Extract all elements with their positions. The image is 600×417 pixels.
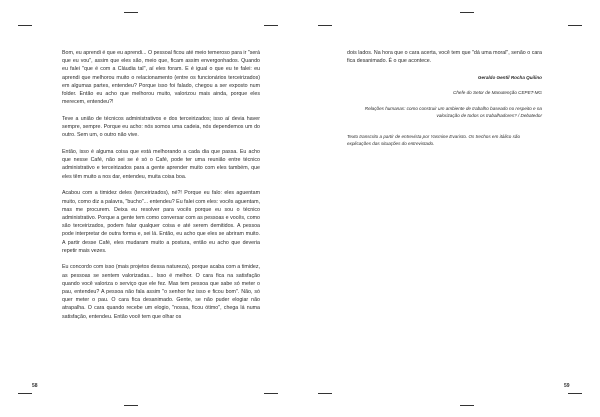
paragraph: Eu concordo com isso (mais projetos dessa natureza), porque acaba com a timidez, as pessoas se sentem valorizadas... Isso é melhor. O cara fica na satisfação quando você valoriza o serviço que ele fez. Mas tem pessoa que sabe só meter o pau, entendeu? A pessoa não fala assim "o senhor fez isso e ficou bom". Não, só quer meter o pau. O cara fica desanimado. Gente, se não puder elogiar não atrapalha. O cara quando recebe um elogio, "nossa, ficou ótimo", chega lá numa satisfação, entendeu. Então você tem que olhar os	[62, 264, 260, 320]
crop-mark	[264, 25, 278, 26]
left-text-column	[62, 49, 260, 329]
crop-mark	[568, 393, 582, 394]
signature-name: Geraldo Gentil Rocha Quilino	[477, 74, 542, 80]
paragraph: Então, isso é alguma coisa que está melhorando a cada dia que passa. Eu acho que nesse Café, não sei se é só o Café, pode ter uma reunião entre técnico administrativo e terceirizados para a gente aprender muito com eles também, que eles têm muito a nos dar, entendeu, muita coisa boa.	[62, 149, 260, 180]
crop-mark	[264, 393, 278, 394]
right-text-column	[347, 49, 542, 147]
paragraph: Teve a união de técnicos administrativos e dos terceirizados; isso aí devia haver sempre, sempre. Porque eu acho: nós somos uma cadeia, nós dependemos um do outro. Sem um, o outro não vive.	[62, 115, 260, 139]
crop-mark	[318, 25, 332, 26]
paragraph: Bom, eu aprendi é que eu aprendi... O pessoal ficou até meio temeroso para ir "será que eu vou", assim que eles são, meio que, ficam assim envergonhados. Quando eu falei "que é com a Cláudia tal", aí eles foram. E é igual o que eu te falei: eu aprendi que melhorou muito o relacionamento (entre os funcionários terceirizados) em algumas partes, entendeu? Porque isso foi falado, chegou a ser exposto num folder. Então eu acho que melhorou muito, valorizou mais ainda, porque eles merecem, entendeu?!	[62, 50, 260, 106]
transcription-note: Texto transcrito a partir de entrevista por Yasmine Evaristo. Os trechos em itálico são explicações das situações do entrevistado.	[347, 133, 521, 146]
crop-mark	[460, 405, 474, 406]
paragraph: dois lados. Na hora que o cara acerta, você tem que "dá uma moral", senão o cara fica desanimado. É o que acontece.	[347, 50, 542, 65]
page-number: 59	[564, 383, 570, 389]
crop-mark	[18, 393, 32, 394]
crop-mark	[124, 405, 138, 406]
crop-mark	[124, 12, 138, 13]
crop-mark	[18, 25, 32, 26]
crop-mark	[568, 25, 582, 26]
right-page	[300, 0, 600, 417]
page-number: 58	[32, 383, 38, 389]
signature-role: Chefe do Setor de Manutenção CEPET-MG	[453, 90, 542, 96]
crop-mark	[318, 393, 332, 394]
signature-work: Relações humanas: como construir um ambiente de trabalho baseado no respeito e na valorização de todos os trabalhadores? / Debatedor	[364, 105, 542, 118]
paragraph: Acabou com a timidez deles (terceirizados), né?! Porque eu falo: eles aguentam muito, como diz a palavra, "bucho"... entendeu? Eu falei com eles: vocês aguentam, mas me procurem. Deixa eu resolver para vocês porque eu sou o técnico administrativo. Porque a gente tem como conversar com as pessoas e vocês, como são terceirizados, podem falar qualquer coisa e até serem demitidos. A pessoa pode interpretar de outra forma e, sei lá. Então, eu acho que eles se abriram muito. A partir desse Café, eles mudaram muito a postura, então eu acho que deveria repetir mais vezes.	[62, 190, 260, 254]
crop-mark	[460, 12, 474, 13]
